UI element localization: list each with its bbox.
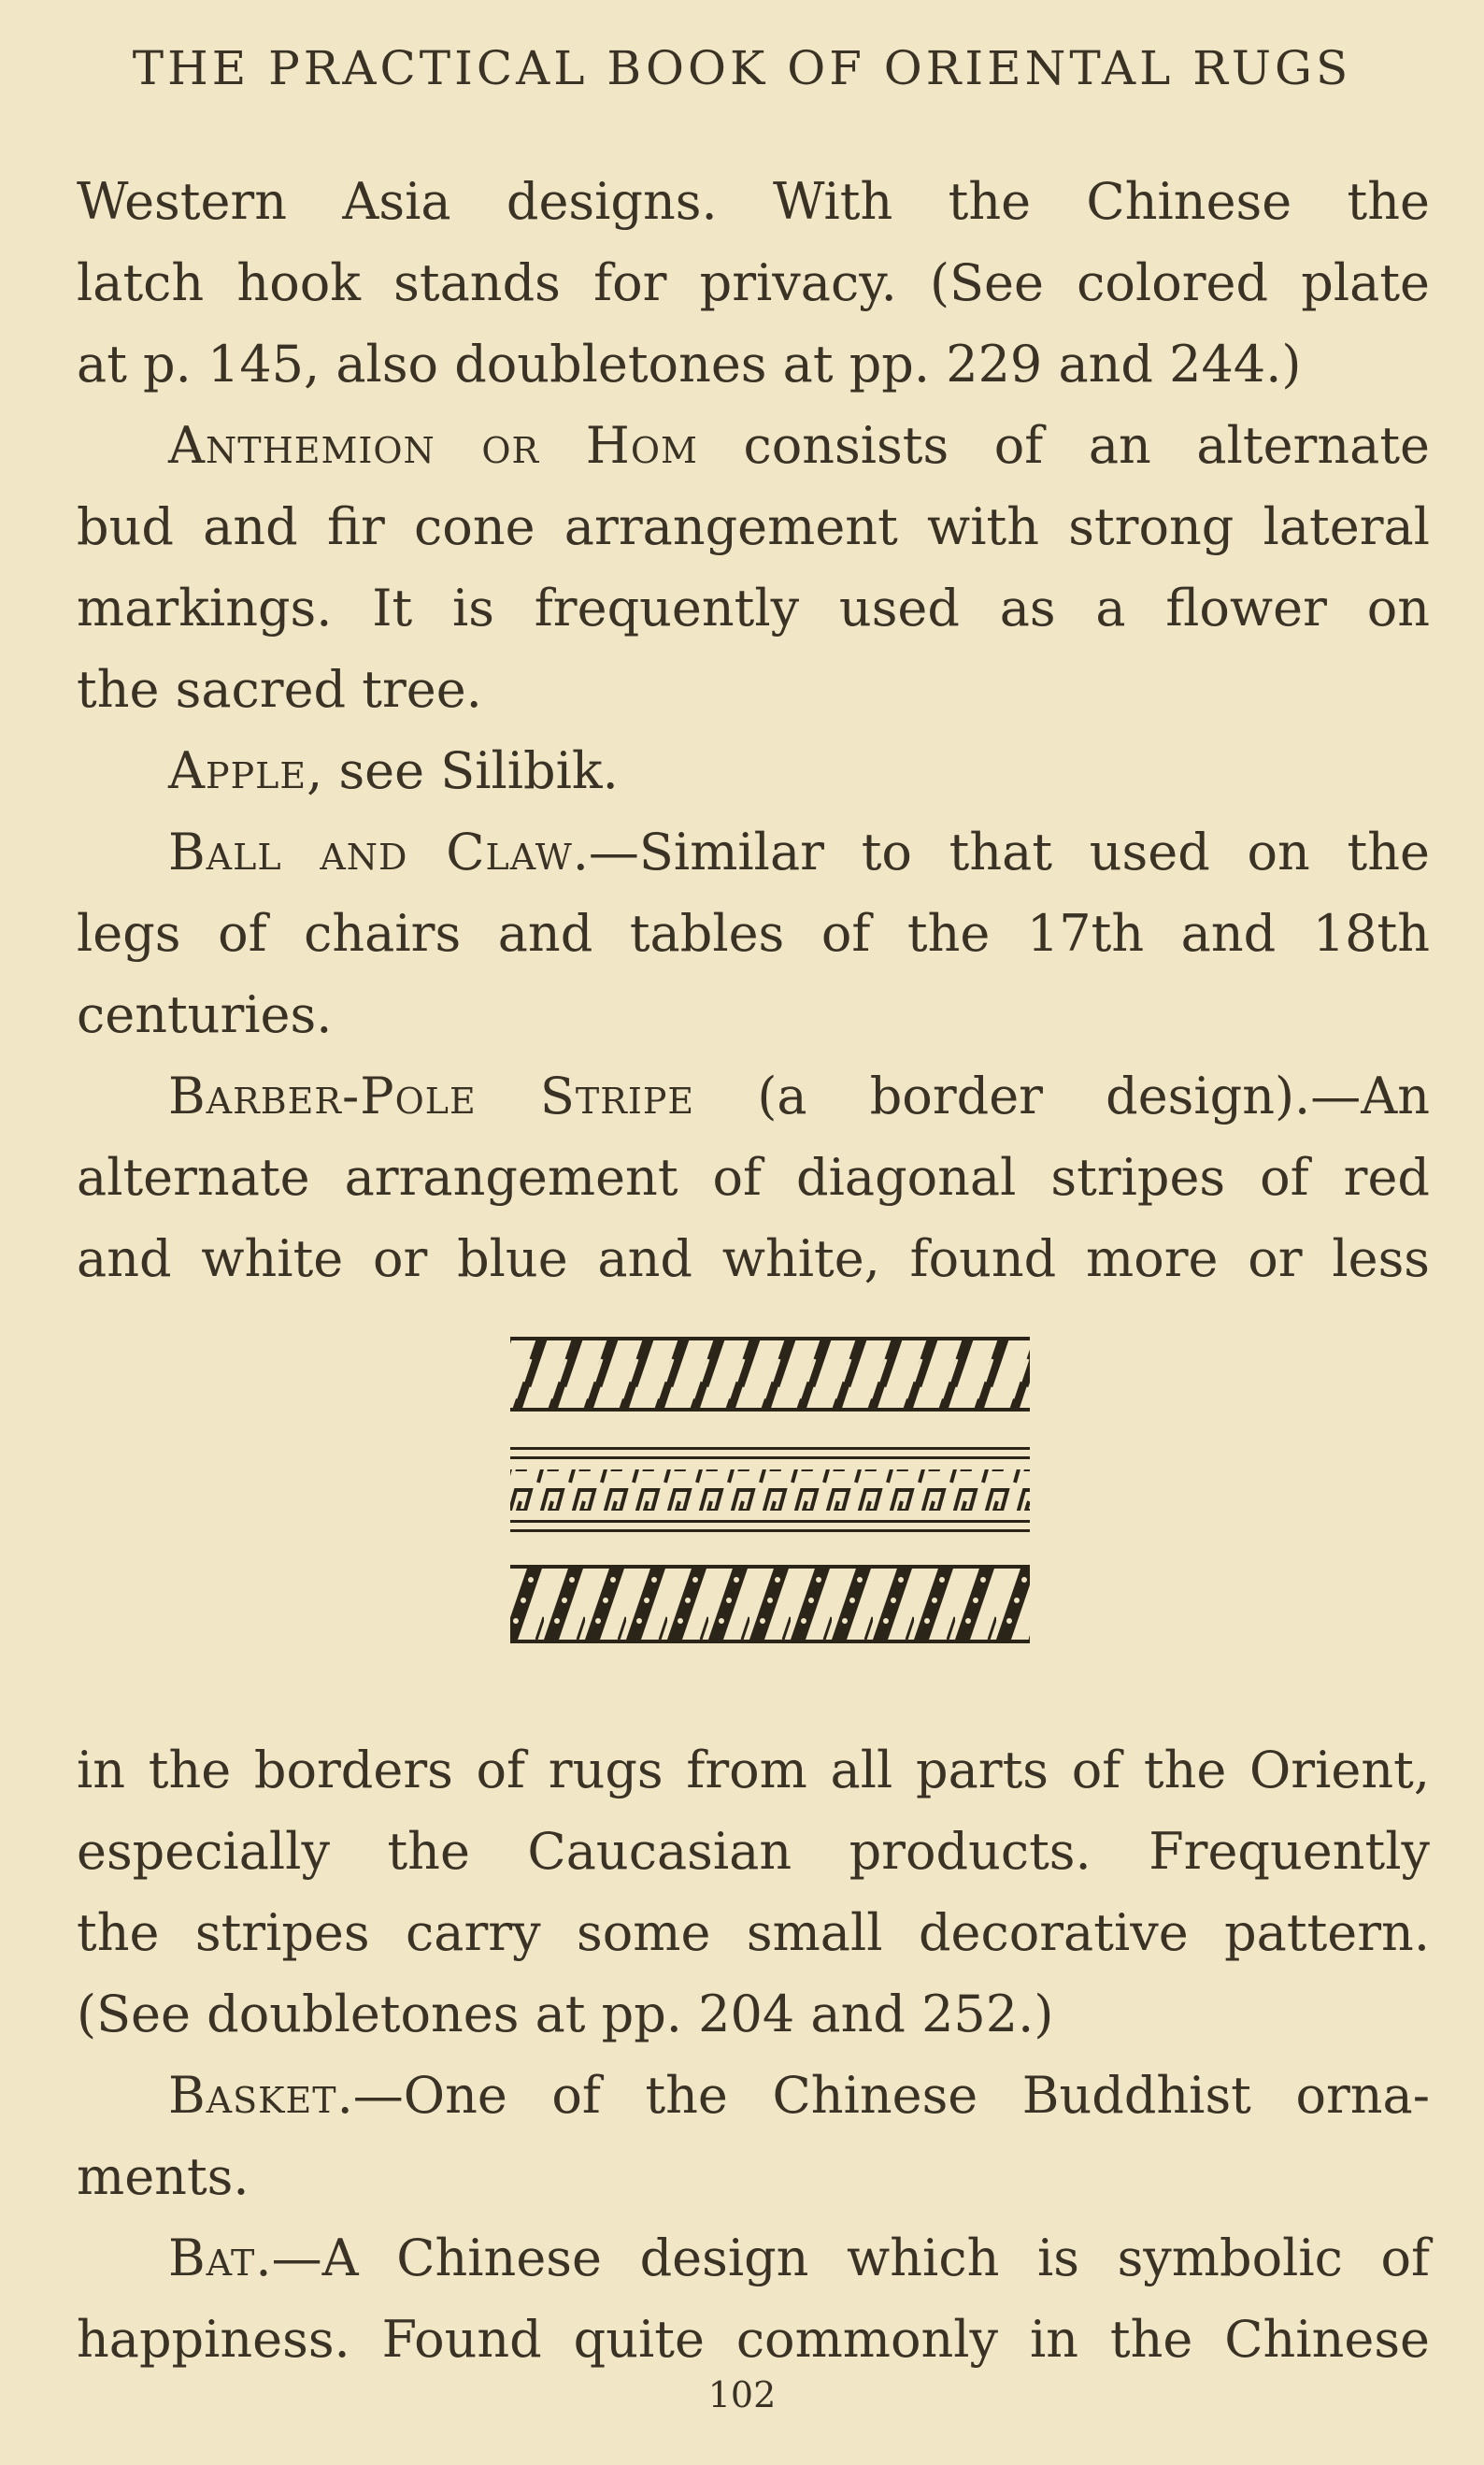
text-span: .—Similar to that used on the	[572, 823, 1430, 881]
text-line: happiness. Found quite commonly in the Chinese	[77, 2310, 1430, 2369]
entry-line	[77, 405, 1430, 486]
text-line: the sacred tree.	[77, 660, 482, 719]
dotted-diagonal-stripe-figure	[503, 1563, 1039, 1647]
text-line: the stripes carry some small decorative pattern.	[77, 1903, 1430, 1962]
text-line: especially the Caucasian products. Frequently	[77, 1822, 1430, 1881]
entry-term: Anthemion or Hom	[168, 416, 698, 475]
entry-line	[77, 811, 1430, 893]
text-span: .—A Chinese design which is symbolic of	[255, 2229, 1430, 2287]
text-line: in the borders of rugs from all parts of the Orient,	[77, 1741, 1430, 1799]
text-line: ments.	[77, 2147, 250, 2206]
entry-term: Basket	[168, 2066, 337, 2125]
text-line: Western Asia designs. With the Chinese the	[77, 172, 1430, 231]
text-line: and white or blue and white, found more or less	[77, 1229, 1430, 1288]
entry-line	[77, 1055, 1430, 1137]
text-block-bottom	[77, 1729, 1430, 2380]
key-pattern-stripe-figure	[503, 1445, 1039, 1541]
text-line: bud and fir cone arrangement with strong lateral	[77, 497, 1430, 556]
text-span: consists of an alternate	[697, 416, 1430, 475]
entry-term: Bat	[168, 2229, 256, 2287]
text-line: markings. It is frequently used as a flower on	[77, 579, 1430, 638]
running-head: THE PRACTICAL BOOK OF ORIENTAL RUGS	[132, 41, 1352, 95]
text-line: (See doubletones at pp. 204 and 252.)	[77, 1985, 1054, 2043]
text-line: centuries.	[77, 985, 333, 1044]
text-span: (a border design).—An	[694, 1067, 1430, 1125]
text-line: latch hook stands for privacy. (See colored plate	[77, 253, 1430, 312]
text-block-top	[77, 161, 1430, 1299]
text-line: alternate arrangement of diagonal stripes of red	[77, 1148, 1430, 1207]
text-line: legs of chairs and tables of the 17th and 18th	[77, 904, 1430, 963]
text-span: .—One of the Chinese Buddhist orna-	[336, 2066, 1430, 2125]
entry-term: Barber-Pole Stripe	[168, 1067, 695, 1125]
diagonal-stripe-figure	[503, 1333, 1039, 1415]
page-number: 102	[707, 2374, 777, 2415]
text-line: at p. 145, also doubletones at pp. 229 and 244.)	[77, 335, 1302, 394]
text-span: , see Silibik.	[307, 741, 619, 800]
entry-term: Apple	[168, 741, 307, 800]
barber-pole-stripe-illustrations	[503, 1333, 1039, 1647]
entry-line	[77, 2055, 1430, 2136]
entry-line	[77, 2217, 1430, 2299]
entry-term: Ball and Claw	[168, 823, 573, 881]
entry-line	[77, 730, 1430, 811]
